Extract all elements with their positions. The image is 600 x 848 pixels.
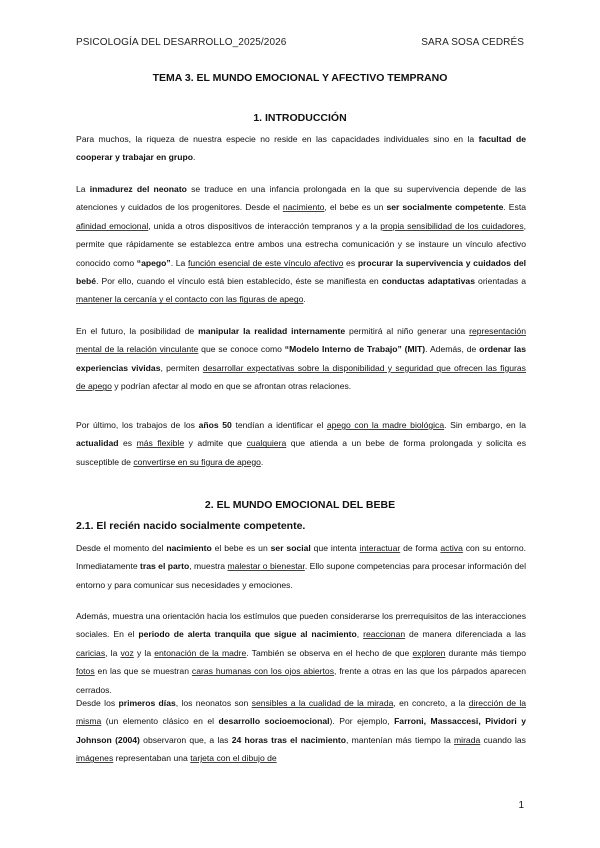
paragraph-4: Por último, los trabajos de los años 50 tendían a identificar el apego con la madre biológica. Sin embargo, en la actualidad es más flexible y admite que cualquiera que atienda a un bebe de forma prolongada y solicita es susceptible de convertirse en su figura de apego. <box>76 420 526 467</box>
paragraph-5: Desde el momento del nacimiento el bebe es un ser social que intenta interactuar de forma activa con su entorno. Inmediatamente tras el parto, muestra malestar o bienestar. Ello supone competencias para procesar información del entorno y para comunicar sus necesidades y emociones. <box>76 543 526 590</box>
paragraph-3: En el futuro, la posibilidad de manipular la realidad internamente permitirá al niño generar una representación mental de la relación vinculante que se conoce como “Modelo Interno de Trabajo” (MIT). Además, de ordenar las experiencias vividas, permiten desarrollar expectativas sobre la disponibilidad y seguridad que ofrecen las figuras de apego y podrían afectar al modo en que se afrontan otras relaciones. <box>76 326 526 392</box>
header-author: SARA SOSA CEDRÉS <box>421 37 524 48</box>
paragraph-7: Desde los primeros días, los neonatos son sensibles a la cualidad de la mirada, en concreto, a la dirección de la misma (un elemento clásico en el desarrollo socioemocional). Por ejemplo, Farroni, Massaccesi, Pividori y Johnson (2004) observaron que, a las 24 horas tras el nacimiento, mantenían más tiempo la mirada cuando las imágenes representaban una tarjeta con el dibujo de <box>76 698 527 764</box>
paragraph-2: La inmadurez del neonato se traduce en una infancia prolongada en la que su supervivencia depende de las atenciones y cuidados de los progenitores. Desde el nacimiento, el bebe es un ser socialmente competente. Esta afinidad emocional, unida a otros dispositivos de interacción tempranos y a la propia sensibilidad de los cuidadores, permite que rápidamente se establezca entre ambos una estrecha comunicación y se instaure un vínculo afectivo conocido como “apego”. La función esencial de este vínculo afectivo es procurar la supervivencia y cuidados del bebé. Por ello, cuando el vínculo está bien establecido, éste se manifiesta en conductas adaptativas orientadas a mantener la cercanía y el contacto con las figuras de apego. <box>76 184 527 305</box>
section-heading-mundo-emocional: 2. EL MUNDO EMOCIONAL DEL BEBE <box>204 499 396 511</box>
paragraph-6: Además, muestra una orientación hacia los estímulos que pueden considerarse los prerrequisitos de las interacciones sociales. En el periodo de alerta tranquila que sigue al nacimiento, reaccionan de manera diferenciada a las caricias, la voz y la entonación de la madre. También se observa en el hecho de que exploren durante más tiempo fotos en las que se muestran caras humanas con los ojos abiertos, frente a otras en las que los párpados aparecen cerrados. <box>76 611 526 695</box>
section-heading-introduccion: 1. INTRODUCCIÓN <box>253 112 347 124</box>
paragraph-1: Para muchos, la riqueza de nuestra especie no reside en las capacidades individuales sino en la facultad de cooperar y trabajar en grupo. <box>76 134 526 163</box>
subsection-heading-recien-nacido: 2.1. El recién nacido socialmente competente. <box>76 520 306 532</box>
page-number: 1 <box>518 800 524 811</box>
page-title: TEMA 3. EL MUNDO EMOCIONAL Y AFECTIVO TEMPRANO <box>152 72 448 84</box>
header-course: PSICOLOGÍA DEL DESARROLLO_2025/2026 <box>76 37 287 48</box>
